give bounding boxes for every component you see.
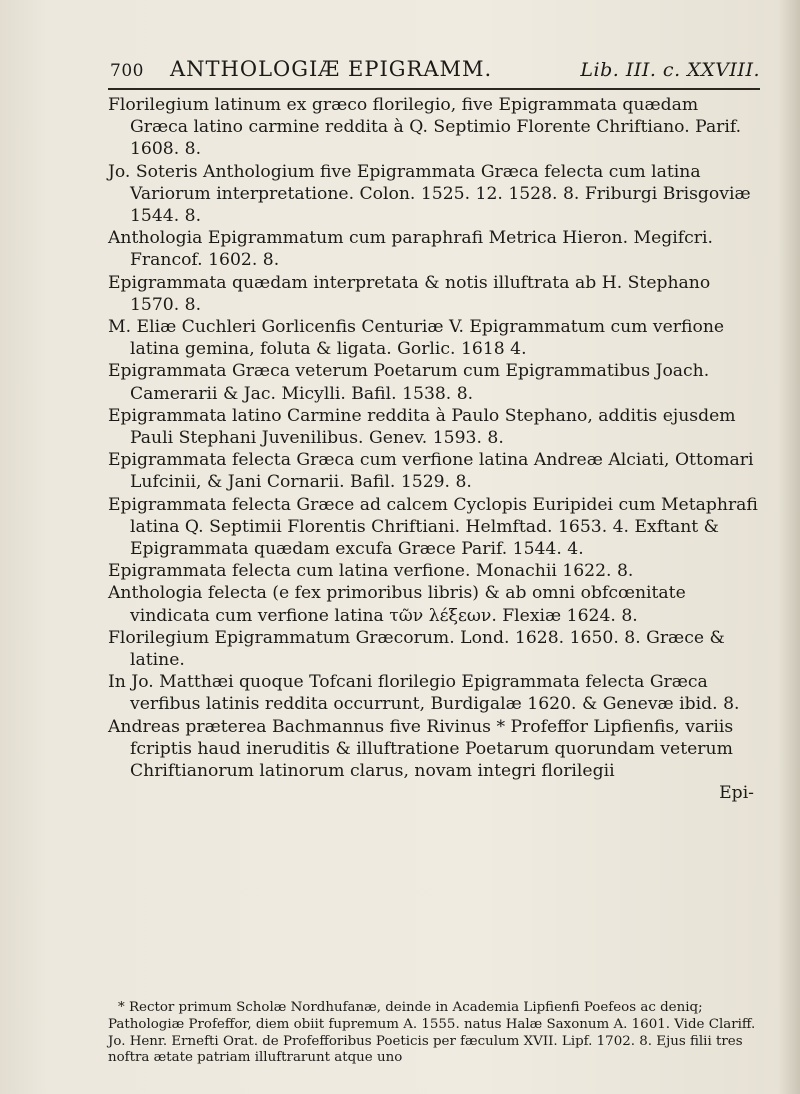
catchword: Epi- (719, 783, 754, 804)
bibliography-entry: Andreas præterea Bachmannus five Rivinus * Profeffor Lipfienfis, variis fcriptis haud ineruditis & illuftratione Poetarum quorundam veterum Chriftianorum latinorum clarus, novam integri florilegii (108, 716, 734, 782)
page-edge-shadow (778, 0, 800, 1094)
section-reference: Lib. III. c. XXVIII. (580, 59, 760, 81)
page-number: 700 (110, 61, 144, 81)
bibliography-entry: Epigrammata felecta Græca cum verfione latina Andreæ Alciati, Ottomari Lufcinii, & Jani Cornarii. Bafil. 1529. 8. (108, 450, 754, 493)
bibliography-entry: Epigrammata felecta cum latina verfione. Monachii 1622. 8. (108, 561, 634, 582)
bibliography-entry: Epigrammata quædam interpretata & notis illuftrata ab H. Stephano 1570. 8. (108, 272, 711, 315)
header-rule (108, 88, 760, 90)
bibliography-entry: Florilegium latinum ex græco florilegio, five Epigrammata quædam Græca latino carmine reddita à Q. Septimio Florente Chriftiano. Parif. 1608. 8. (108, 95, 742, 160)
bibliography-entry: Anthologia Epigrammatum cum paraphrafi Metrica Hieron. Megifcri. Francof. 1602. 8. (108, 228, 713, 271)
footnote: * Rector primum Scholæ Nordhufanæ, deinde in Academia Lipfienfi Poefeos ac deniq; Pathologiæ Profeffor, diem obiit fupremum A. 1555. natus Halæ Saxonum A. 1601. Vide Clariff. Jo. Henr. Ernefti Orat. de Profefforibus Poeticis per fæculum XVII. Lipf. 1702. 8. Ejus filii tres noftra ætate patriam illuftrarunt atque uno (108, 1000, 756, 1066)
bibliography-entry: Epigrammata Græca veterum Poetarum cum Epigrammatibus Joach. Camerarii & Jac. Micylli. Bafil. 1538. 8. (108, 361, 710, 404)
running-header (110, 57, 760, 87)
bibliography-entry: Jo. Soteris Anthologium five Epigrammata Græca felecta cum latina Variorum interpretatione. Colon. 1525. 12. 1528. 8. Friburgi Brisgoviæ 1544. 8. (108, 161, 751, 227)
bibliography-entry: Florilegium Epigrammatum Græcorum. Lond. 1628. 1650. 8. Græce & latine. (108, 627, 725, 671)
bibliography-entry: In Jo. Matthæi quoque Tofcani florilegio Epigrammata felecta Græca verfibus latinis reddita occurrunt, Burdigalæ 1620. & Genevæ ibid. 8. (108, 672, 740, 715)
bibliography-entry: Epigrammata latino Carmine reddita à Paulo Stephano, additis ejusdem Pauli Stephani Juvenilibus. Genev. 1593. 8. (108, 405, 736, 449)
bibliography-entry: Anthologia felecta (e fex primoribus libris) & ab omni obfcœnitate vindicata cum verfione latina τῶν λέξεων. Flexiæ 1624. 8. (108, 583, 686, 626)
running-title: ANTHOLOGIÆ EPIGRAMM. (170, 57, 493, 81)
bibliography-entry: M. Eliæ Cuchleri Gorlicenfis Centuriæ V. Epigrammatum cum verfione latina gemina, foluta & ligata. Gorlic. 1618 4. (108, 317, 725, 360)
main-text (108, 94, 760, 805)
bibliography-entry: Epigrammata felecta Græce ad calcem Cyclopis Euripidei cum Metaphrafi latina Q. Septimii Florentis Chriftiani. Helmftad. 1653. 4. Exftant & Epigrammata quædam excufa Græce Parif. 1544. 4. (108, 494, 758, 560)
